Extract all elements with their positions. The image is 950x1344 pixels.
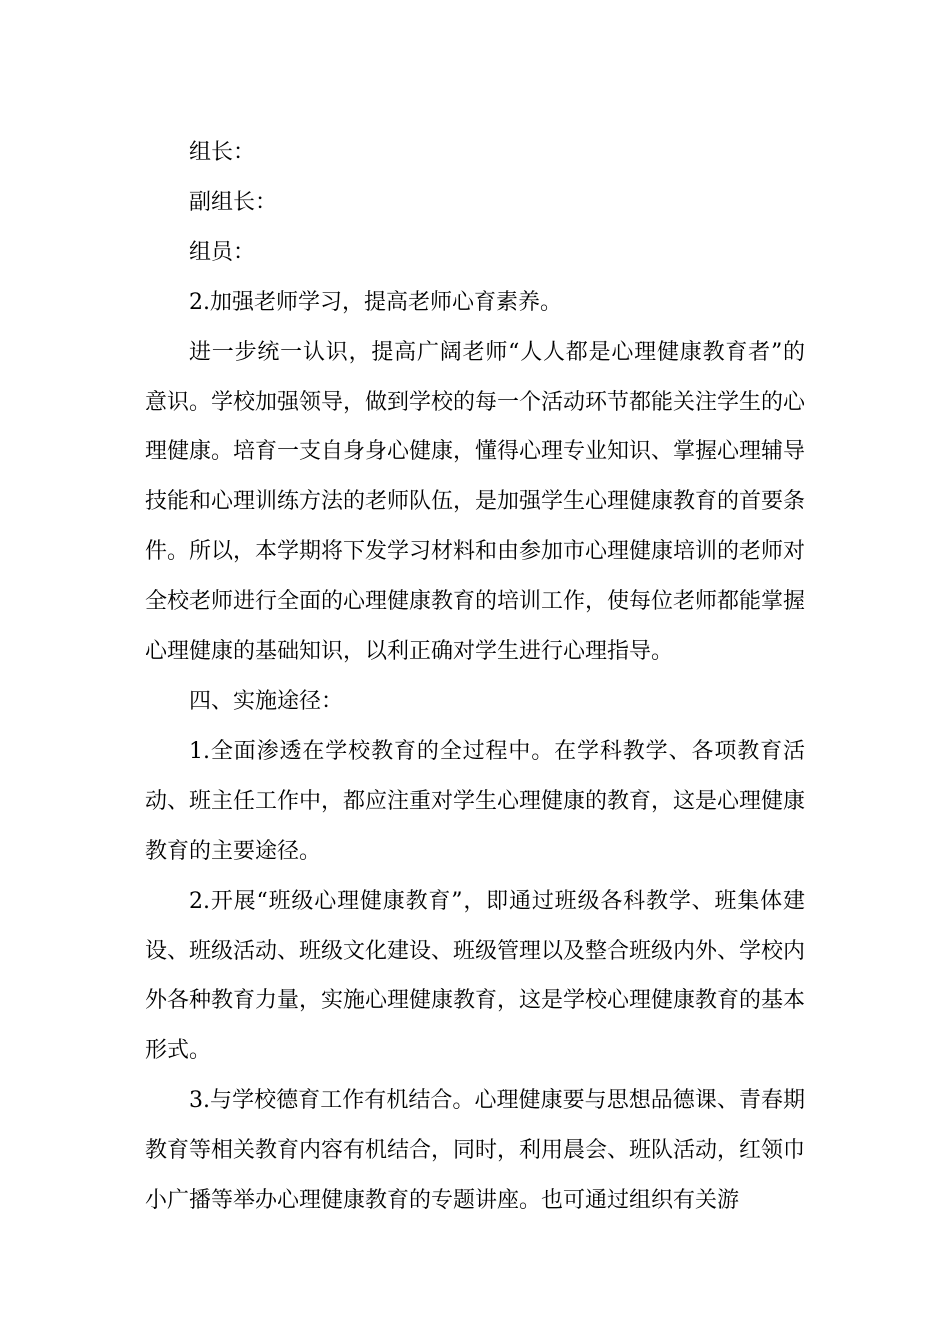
section-4-heading: 四、实施途径： xyxy=(189,688,344,714)
document-body xyxy=(145,128,805,1226)
way-2-paragraph: 2.开展“班级心理健康教育”，即通过班级各科教学、班集体建设、班级活动、班级文化建设、班级管理以及整合班级内外、学校内外各种教育力量，实施心理健康教育，这是学校心理健康教育的基本形式。 xyxy=(145,888,806,1064)
item-2-heading: 2.加强老师学习，提高老师心育素养。 xyxy=(189,289,562,315)
way-3-paragraph: 3.与学校德育工作有机结合。心理健康要与思想品德课、青春期教育等相关教育内容有机结合，同时，利用晨会、班队活动，红领巾小广播等举办心理健康教育的专题讲座。也可通过组织有关游 xyxy=(145,1088,806,1214)
item-2-paragraph: 进一步统一认识，提高广阔老师“人人都是心理健康教育者”的意识。学校加强领导，做到学校的每一个活动环节都能关注学生的心理健康。培育一支自身身心健康，懂得心理专业知识、掌握心理辅导技能和心理训练方法的老师队伍，是加强学生心理健康教育的首要条件。所以，本学期将下发学习材料和由参加市心理健康培训的老师对全校老师进行全面的心理健康教育的培训工作，使每位老师都能掌握心理健康的基础知识，以利正确对学生进行心理指导。 xyxy=(145,339,806,665)
way-1-paragraph: 1.全面渗透在学校教育的全过程中。在学科教学、各项教育活动、班主任工作中，都应注重对学生心理健康的教育，这是心理健康教育的主要途径。 xyxy=(145,738,806,864)
members-line: 组员： xyxy=(189,239,256,265)
leader-line: 组长： xyxy=(189,140,256,165)
vice-leader-line: 副组长： xyxy=(189,189,278,215)
